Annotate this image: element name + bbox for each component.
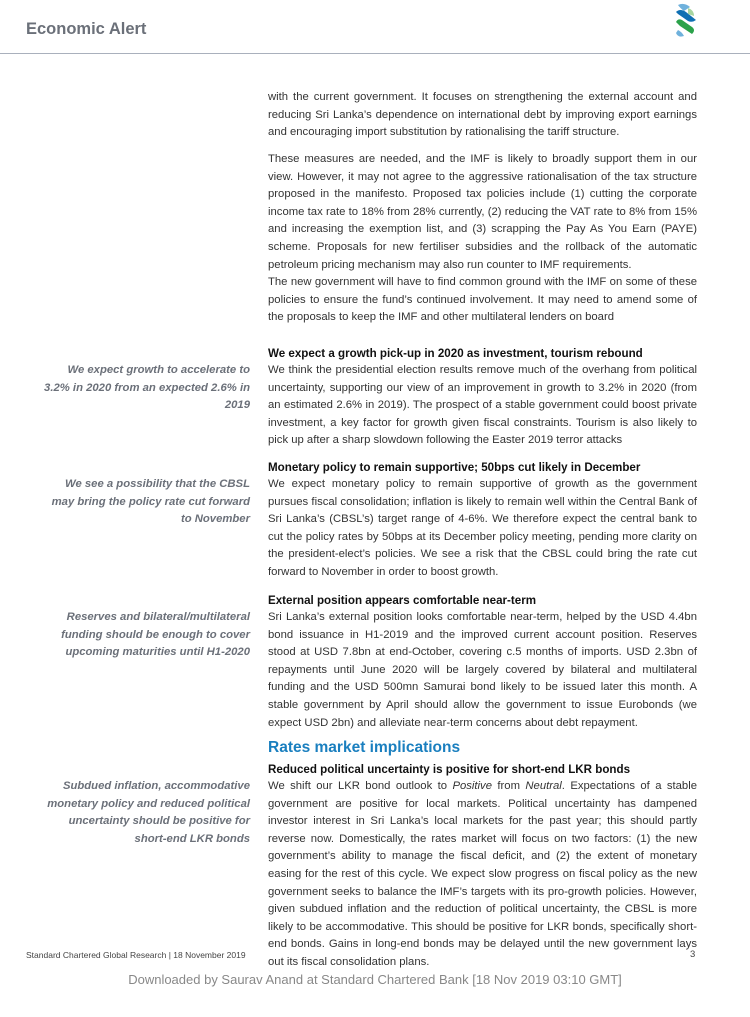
download-watermark: Downloaded by Saurav Anand at Standard Chartered Bank [18 Nov 2019 03:10 GMT] [128, 972, 622, 987]
section-heading: External position appears comfortable near-term [268, 594, 537, 607]
report-title: Economic Alert [26, 20, 147, 38]
paragraph: These measures are needed, and the IMF is likely to broadly support them in our view. However, it may not agree to the aggressive rationalisation of the tax structure proposed in the manifesto. Proposed tax policies include (1) cutting the corporate income tax rate to 18% from 28% currently, (2) reducing the VAT rate to 8% from 15% and increasing the exemption list, and (3) scrapping the Pay As You Earn (PAYE) scheme. Proposals for new fertiliser subsidies and the rollback of the automatic petroleum pricing mechanism may also run counter to IMF requirements. [268, 153, 697, 271]
rates-section-title: Rates market implications [268, 739, 461, 756]
emphasis: Neutral [525, 780, 562, 792]
paragraph: We think the presidential election results remove much of the overhang from political uncertainty, supporting our view of an improvement in growth to 3.2% in 2020 (from an estimated 2.6% in 2019). The prospect of a stable government could boost private investment, a key factor for growth given fiscal constraints. Tourism is also likely to pick up after a sharp slowdown following the Easter 2019 terror attacks [268, 364, 697, 447]
sidebar-note: We see a possibility that the CBSL may bring the policy rate cut forward to November [51, 478, 250, 526]
section-heading: Reduced political uncertainty is positive for short-end LKR bonds [268, 763, 631, 776]
text: . Expectations of a stable government are positive for local markets. Political uncertainty has dampened investor interest in Sri Lanka’s local markets for the past year; this should partly reverse now. Domestically, the rates market will focus on two factors: (1) the new government’s ability to manage the fiscal deficit, and (2) the extent of monetary easing for the rest of this cycle. We expect slow progress on fiscal policy as the new government seeks to balance the IMF’s targets with its pro-growth policies. However, given subdued inflation and the reduction of political uncertainty, the CBSL is more likely to be accommodative. This should be positive for LKR bonds, specifically short-end bonds. Gains in long-end bonds may be delayed until the new government lays out its fiscal consolidation plans. [268, 780, 698, 968]
paragraph: The new government will have to find common ground with the IMF on some of these policies to ensure the fund’s continued involvement. It may need to amend some of the proposals to keep the IMF and other multilateral lenders on board [268, 276, 697, 324]
sidebar-note: Subdued inflation, accommodative monetary policy and reduced political uncertainty should be positive for short-end LKR bonds [47, 780, 250, 845]
paragraph: with the current government. It focuses on strengthening the external account and reducing Sri Lanka’s dependence on international debt by improving export earnings and encouraging import substitution by rationalising the tariff structure. [268, 91, 697, 139]
page-number: 3 [690, 949, 696, 960]
section-heading: Monetary policy to remain supportive; 50bps cut likely in December [268, 461, 641, 474]
footer-source: Standard Chartered Global Research | 18 November 2019 [26, 950, 246, 960]
text: We shift our LKR bond outlook to [268, 780, 453, 792]
paragraph [268, 778, 697, 972]
standard-chartered-logo-icon [670, 2, 700, 38]
section-heading: We expect a growth pick-up in 2020 as investment, tourism rebound [268, 347, 643, 360]
sidebar-note: Reserves and bilateral/multilateral funding should be enough to cover upcoming maturities until H1-2020 [61, 611, 250, 659]
text: from [492, 780, 526, 792]
emphasis: Positive [452, 780, 492, 792]
paragraph: Sri Lanka’s external position looks comfortable near-term, helped by the USD 4.4bn bond issuance in H1-2019 and the improved current account position. Reserves stood at USD 7.8bn at end-October, covering c.5 months of imports. USD 2.3bn of repayments until June 2020 will be largely covered by bilateral and multilateral funding and the USD 500mn Samurai bond likely to be issued later this month. A stable government by April should allow the government to issue Eurobonds (we expect USD 2bn) and alleviate near-term concerns about debt repayment. [268, 611, 697, 729]
sidebar-note: We expect growth to accelerate to 3.2% in 2020 from an expected 2.6% in 2019 [44, 364, 250, 412]
header-divider [0, 53, 750, 54]
paragraph: We expect monetary policy to remain supportive of growth as the government pursues fiscal consolidation; inflation is likely to remain well within the Central Bank of Sri Lanka’s (CBSL’s) target range of 4-6%. We therefore expect the central bank to cut the policy rates by 50bps at its December policy meeting, pending more clarity on the president-elect’s policies. We see a risk that the CBSL could bring the rate cut forward to November in order to boost growth. [268, 478, 697, 578]
